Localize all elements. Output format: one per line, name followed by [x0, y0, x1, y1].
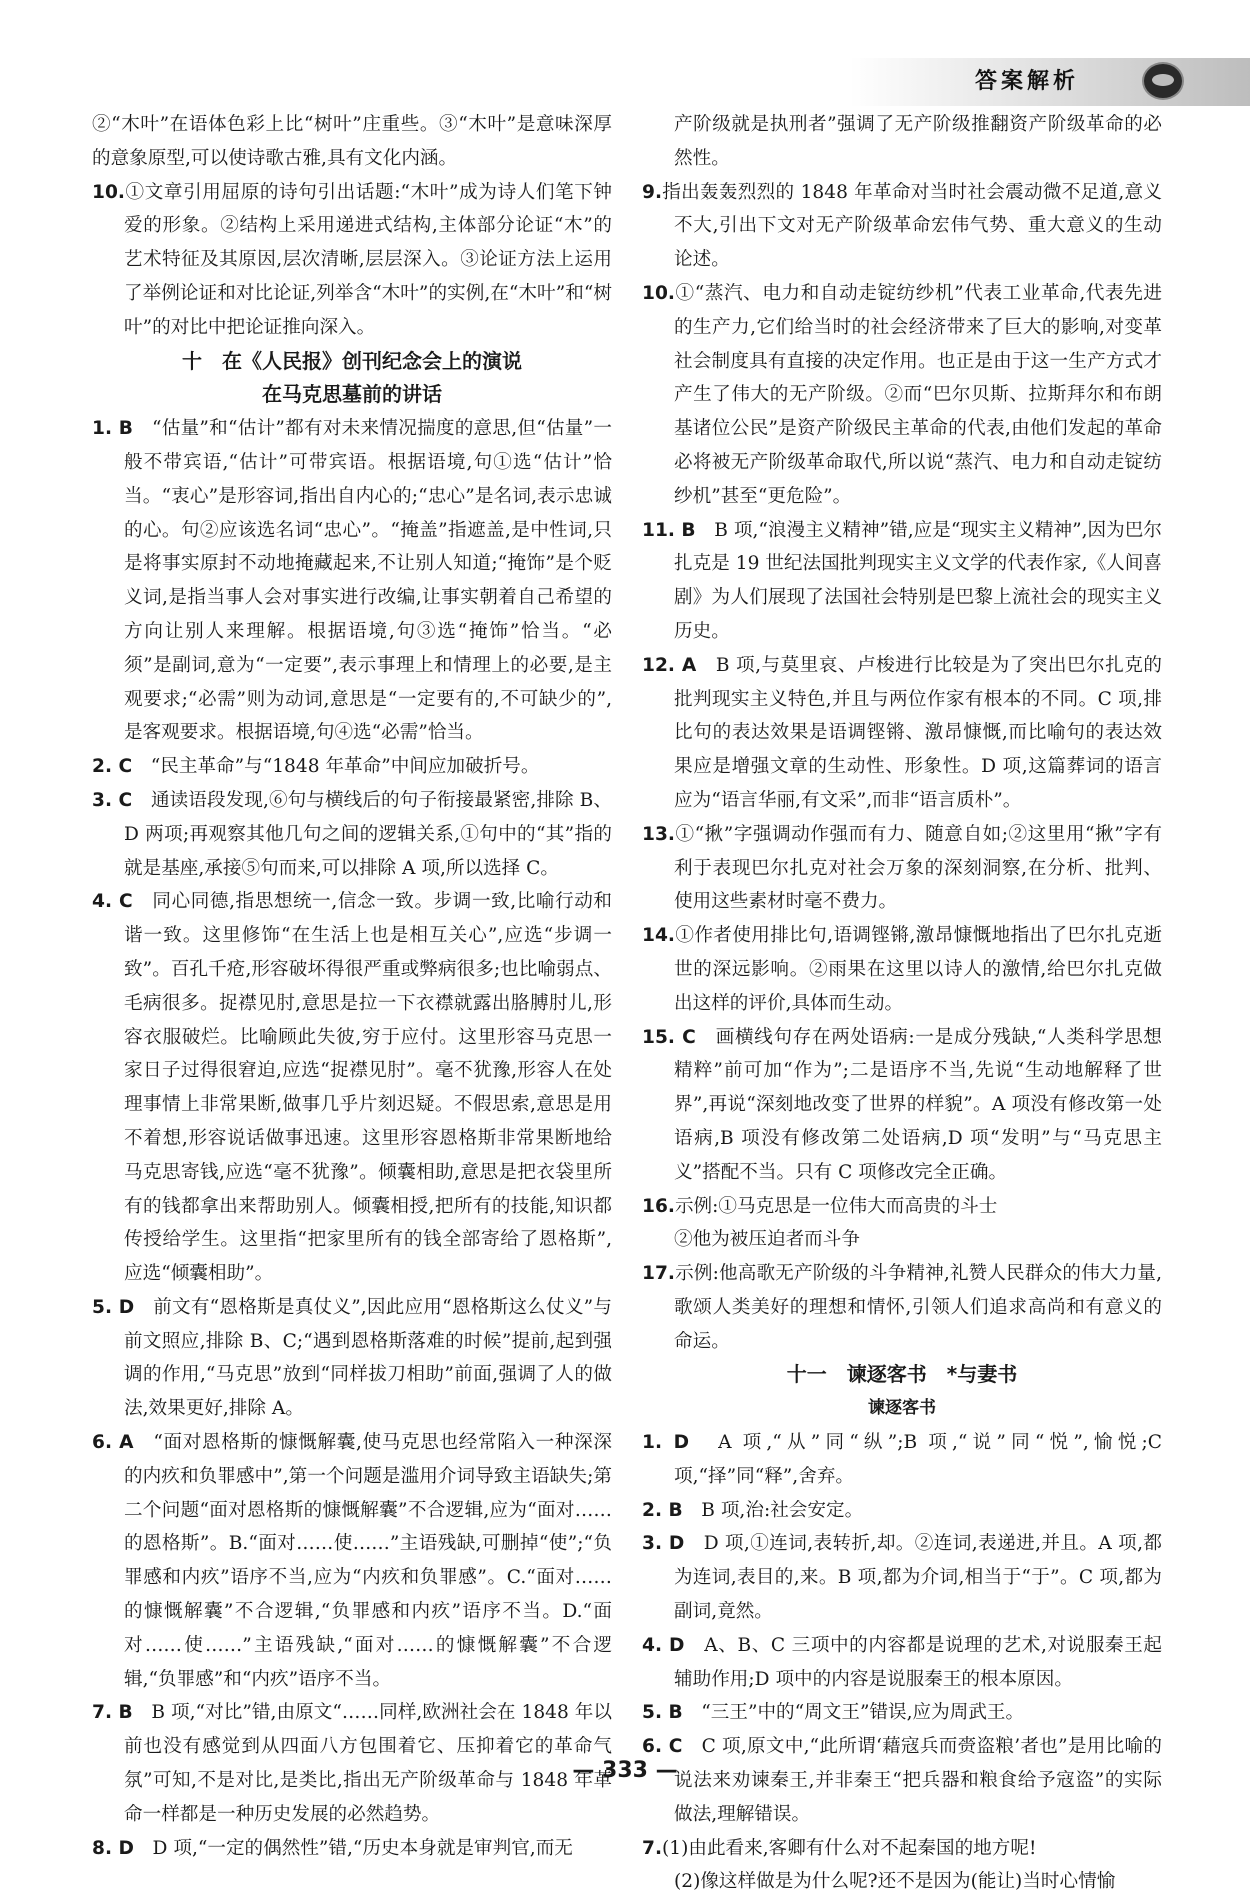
item-number: 10.	[642, 282, 675, 304]
item-text: “估量”和“估计”都有对未来情况揣度的意思,但“估量”一般不带宾语,“估计”可带宾语。根据语境,句①选“估计”恰当。“衷心”是形容词,指出自内心的;“忠心”是名词,表示忠诚的心。句②应该选名词“忠心”。“掩盖”指遮盖,是中性词,只是将事实原封不动地掩藏起来,不让别人知道;“掩饰”是个贬义词,是指当事人会对事实进行改编,让事实朝着自己希望的方向让别人来理解。根据语境,句③选“掩饰”恰当。“必须”是副词,意为“一定要”,表示事理上和情理上的必要,是主观要求;“必需”则为动词,意思是“一定要有的,不可缺少的”,是客观要求。根据语境,句④选“必需”恰当。	[124, 418, 612, 744]
item-number: 7.	[642, 1837, 663, 1859]
item-number: 14.	[642, 925, 675, 947]
header-title: 答案解析	[975, 69, 1080, 94]
left-column	[92, 108, 612, 1865]
answer-item	[642, 1832, 1162, 1866]
item-text: D 项,“一定的偶然性”错,“历史本身就是审判官,而无	[152, 1837, 573, 1859]
item-text: “三王”中的“周文王”错误,应为周武王。	[701, 1702, 1025, 1724]
item-number: 1. B	[92, 418, 133, 440]
answer-item	[642, 818, 1162, 919]
item-text: 画横线句存在两处语病:一是成分残缺,“人类科学思想精粹”前可加“作为”;二是语序不当,先说“生动地解释了世界”,再说“深刻地改变了世界的样貌”。A 项没有修改第一处语病,B 项没有修改第二处语病,D 项“发明”与“马克思主义”搭配不当。只有 C 项修改完全正确。	[674, 1026, 1162, 1183]
item-text: A、B、C 三项中的内容都是说理的艺术,对说服秦王起辅助作用;D 项中的内容是说服秦王的根本原因。	[674, 1634, 1162, 1690]
answer-item	[642, 1696, 1162, 1730]
item-text: “面对恩格斯的慷慨解囊,使马克思也经常陷入一种深深的内疚和负罪感中”,第一个问题是滥用介词导致主语缺失;第二个问题“面对恩格斯的慷慨解囊”不合逻辑,应为“面对……的恩格斯”。B.“面对……使……”主语残缺,可删掉“使”;“负罪感和内疚”语序不当,应为“内疚和负罪感”。C.“面对……的慷慨解囊”不合逻辑,“负罪感和内疚”语序不当。D.“面对……使……”主语残缺,“面对……的慷慨解囊”不合逻辑,“负罪感”和“内疚”语序不当。	[124, 1432, 612, 1690]
item-number: 2. B	[642, 1499, 683, 1521]
item-text: “民主革命”与“1848 年革命”中间应加破折号。	[150, 756, 540, 778]
answer-item	[642, 514, 1162, 649]
item-text: 指出轰轰烈烈的 1848 年革命对当时社会震动微不足道,意义不大,引出下文对无产阶级革命宏伟气势、重大意义的生动论述。	[662, 181, 1162, 271]
answer-item	[642, 1021, 1162, 1190]
item-number: 8. D	[92, 1837, 134, 1859]
item-text: 前文有“恩格斯是真仗义”,因此应用“恩格斯这么仗义”与前文照应,排除 B、C;“遇到恩格斯落难的时候”提前,起到强调的作用,“马克思”放到“同样拔刀相助”前面,强调了人的做法,效果更好,排除 A。	[124, 1296, 612, 1420]
section-subtitle: 谏逐客书	[868, 1398, 936, 1419]
item-text: ①“揪”字强调动作强而有力、随意自如;②这里用“揪”字有利于表现巴尔扎克对社会万象的深刻洞察,在分析、批判、使用这些素材时毫不费力。	[674, 823, 1162, 913]
item-number: 11. B	[642, 519, 696, 541]
item-text: B 项,“对比”错,由原文“……同样,欧洲社会在 1848 年以前也没有感觉到从四面八方包围着它、压抑着它的革命气氛”可知,不是对比,是类比,指出无产阶级革命与 1848 年革命一样都是一种历史发展的必然趋势。	[124, 1702, 612, 1825]
item-number: 3. D	[642, 1533, 685, 1555]
item-number: 1. D	[642, 1432, 690, 1454]
item-text: B 项,“浪漫主义精神”错,应是“现实主义精神”,因为巴尔扎克是 19 世纪法国批判现实主义文学的代表作家,《人间喜剧》为人们展现了法国社会特别是巴黎上流社会的现实主义历史。	[674, 519, 1162, 642]
item-number: 7. B	[92, 1702, 133, 1724]
answer-item	[642, 1527, 1162, 1628]
item-text: A 项,“从”同“纵”;B 项,“说”同“悦”,愉悦;C 项,“择”同“释”,舍弃。	[674, 1432, 1162, 1487]
answer-item	[642, 1190, 1162, 1224]
answer-item	[642, 1426, 1162, 1494]
item-text: 同心同德,指思想统一,信念一致。步调一致,比喻行动和谐一致。这里修饰“在生活上也是相互关心”,应选“步调一致”。百孔千疮,形容破坏得很严重或弊病很多;也比喻弱点、毛病很多。捉襟见肘,意思是拉一下衣襟就露出胳膊肘儿,形容衣服破烂。比喻顾此失彼,穷于应付。这里形容马克思一家日子过得很窘迫,应选“捉襟见肘”。毫不犹豫,形容人在处理事情上非常果断,做事几乎片刻迟疑。不假思索,意思是用不着想,形容说话做事迅速。这里形容恩格斯非常果断地给马克思寄钱,应选“毫不犹豫”。倾囊相助,意思是把衣袋里所有的钱都拿出来帮助别人。倾囊相授,把所有的技能,知识都传授给学生。这里指“把家里所有的钱全部寄给了恩格斯”,应选“倾囊相助”。	[124, 891, 612, 1285]
item-text: ①“蒸汽、电力和自动走锭纺纱机”代表工业革命,代表先进的生产力,它们给当时的社会经济带来了巨大的影响,对变革社会制度具有直接的决定作用。也正是由于这一生产方式才产生了伟大的无产阶级。②而“巴尔贝斯、拉斯拜尔和布朗基诸位公民”是资产阶级民主革命的代表,由他们发起的革命必将被无产阶级革命取代,所以说“蒸汽、电力和自动走锭纺纱机”甚至“更危险”。	[674, 282, 1162, 507]
item-number: 6. C	[642, 1736, 683, 1758]
answer-item	[92, 1832, 612, 1866]
item-number: 4. C	[92, 891, 133, 913]
item-number: 10.	[92, 181, 125, 203]
answer-item	[642, 1257, 1162, 1358]
q7-line2: (2)像这样做是为什么呢?还不是因为(能让)当时心情愉	[674, 1871, 1116, 1893]
item-number: 17.	[642, 1263, 675, 1285]
section-subtitle: 在马克思墓前的讲话	[262, 382, 442, 407]
section-title: 十 在《人民报》创刊纪念会上的演说	[182, 348, 522, 373]
item-text: B 项,治:社会安定。	[701, 1499, 864, 1521]
item-text: (1)由此看来,客卿有什么对不起秦国的地方呢!	[662, 1837, 1037, 1859]
item-number: 13.	[642, 823, 675, 845]
item-number: 15. C	[642, 1026, 696, 1048]
answer-item	[92, 885, 612, 1291]
answer-item	[642, 176, 1162, 277]
right-continuation: 产阶级就是执刑者”强调了无产阶级推翻资产阶级革命的必然性。	[674, 114, 1162, 169]
page-number: — 333 —	[572, 1758, 678, 1783]
item-number: 6. A	[92, 1432, 134, 1454]
answer-item	[92, 1426, 612, 1696]
answer-item	[92, 176, 612, 345]
answer-item	[92, 412, 612, 750]
answer-item	[642, 649, 1162, 818]
item-text: 示例:他高歌无产阶级的斗争精神,礼赞人民群众的伟大力量,歌颂人类美好的理想和情怀,引领人们追求高尚和有意义的命运。	[674, 1263, 1162, 1352]
q16-line2: ②他为被压迫者而斗争	[674, 1229, 860, 1251]
answer-item	[642, 277, 1162, 514]
item-number: 5. D	[92, 1296, 135, 1318]
item-text: 示例:①马克思是一位伟大而高贵的斗士	[674, 1195, 998, 1217]
item-number: 12. A	[642, 654, 697, 676]
item-text: ①文章引用屈原的诗句引出话题:“木叶”成为诗人们笔下钟爱的形象。②结构上采用递进式结构,主体部分论证“木”的艺术特征及其原因,层次清晰,层层深入。③论证方法上运用了举例论证和对比论证,列举含“木叶”的实例,在“木叶”和“树叶”的对比中把论证推向深入。	[124, 181, 612, 338]
item-text: D 项,①连词,表转折,却。②连词,表递进,并且。A 项,都为连词,表目的,来。B 项,都为介词,相当于“于”。C 项,都为副词,竟然。	[674, 1533, 1162, 1623]
right-column	[642, 108, 1162, 1899]
item-number: 16.	[642, 1195, 675, 1217]
item-text: ①作者使用排比句,语调铿锵,激昂慷慨地指出了巴尔扎克逝世的深远影响。②雨果在这里以诗人的激情,给巴尔扎克做出这样的评价,具体而生动。	[674, 925, 1162, 1014]
section-title: 十一 谏逐客书 *与妻书	[786, 1362, 1018, 1387]
item-text: B 项,与莫里哀、卢梭进行比较是为了突出巴尔扎克的批判现实主义特色,并且与两位作家有根本的不同。C 项,排比句的表达效果是语调铿锵、激昂慷慨,而比喻句的表达效果应是增强文章的生动性、形象性。D 项,这篇葬词的语言应为“语言华丽,有文采”,而非“语言质朴”。	[674, 654, 1162, 811]
item-number: 2. C	[92, 756, 133, 778]
item-number: 4. D	[642, 1634, 685, 1656]
left-intro: ②“木叶”在语体色彩上比“树叶”庄重些。③“木叶”是意味深厚的意象原型,可以使诗歌古雅,具有文化内涵。	[92, 114, 612, 169]
item-text: C 项,原文中,“此所谓‘藉寇兵而赍盗粮’者也”是用比喻的说法来劝谏秦王,并非秦王“把兵器和粮食给予寇盗”的实际做法,理解错误。	[674, 1736, 1162, 1825]
answer-item	[642, 1629, 1162, 1697]
answer-item	[642, 1494, 1162, 1528]
answer-item	[92, 1291, 612, 1426]
answer-item	[642, 919, 1162, 1020]
item-number: 3. C	[92, 789, 133, 811]
item-number: 5. B	[642, 1702, 683, 1724]
item-number: 9.	[642, 181, 663, 203]
answer-item	[92, 784, 612, 885]
book-emblem-icon	[1142, 62, 1184, 100]
item-text: 通读语段发现,⑥句与横线后的句子衔接最紧密,排除 B、D 两项;再观察其他几句之间的逻辑关系,①句中的“其”指的就是基座,承接⑤句而来,可以排除 A 项,所以选择 C。	[124, 789, 612, 879]
answer-item	[92, 750, 612, 784]
